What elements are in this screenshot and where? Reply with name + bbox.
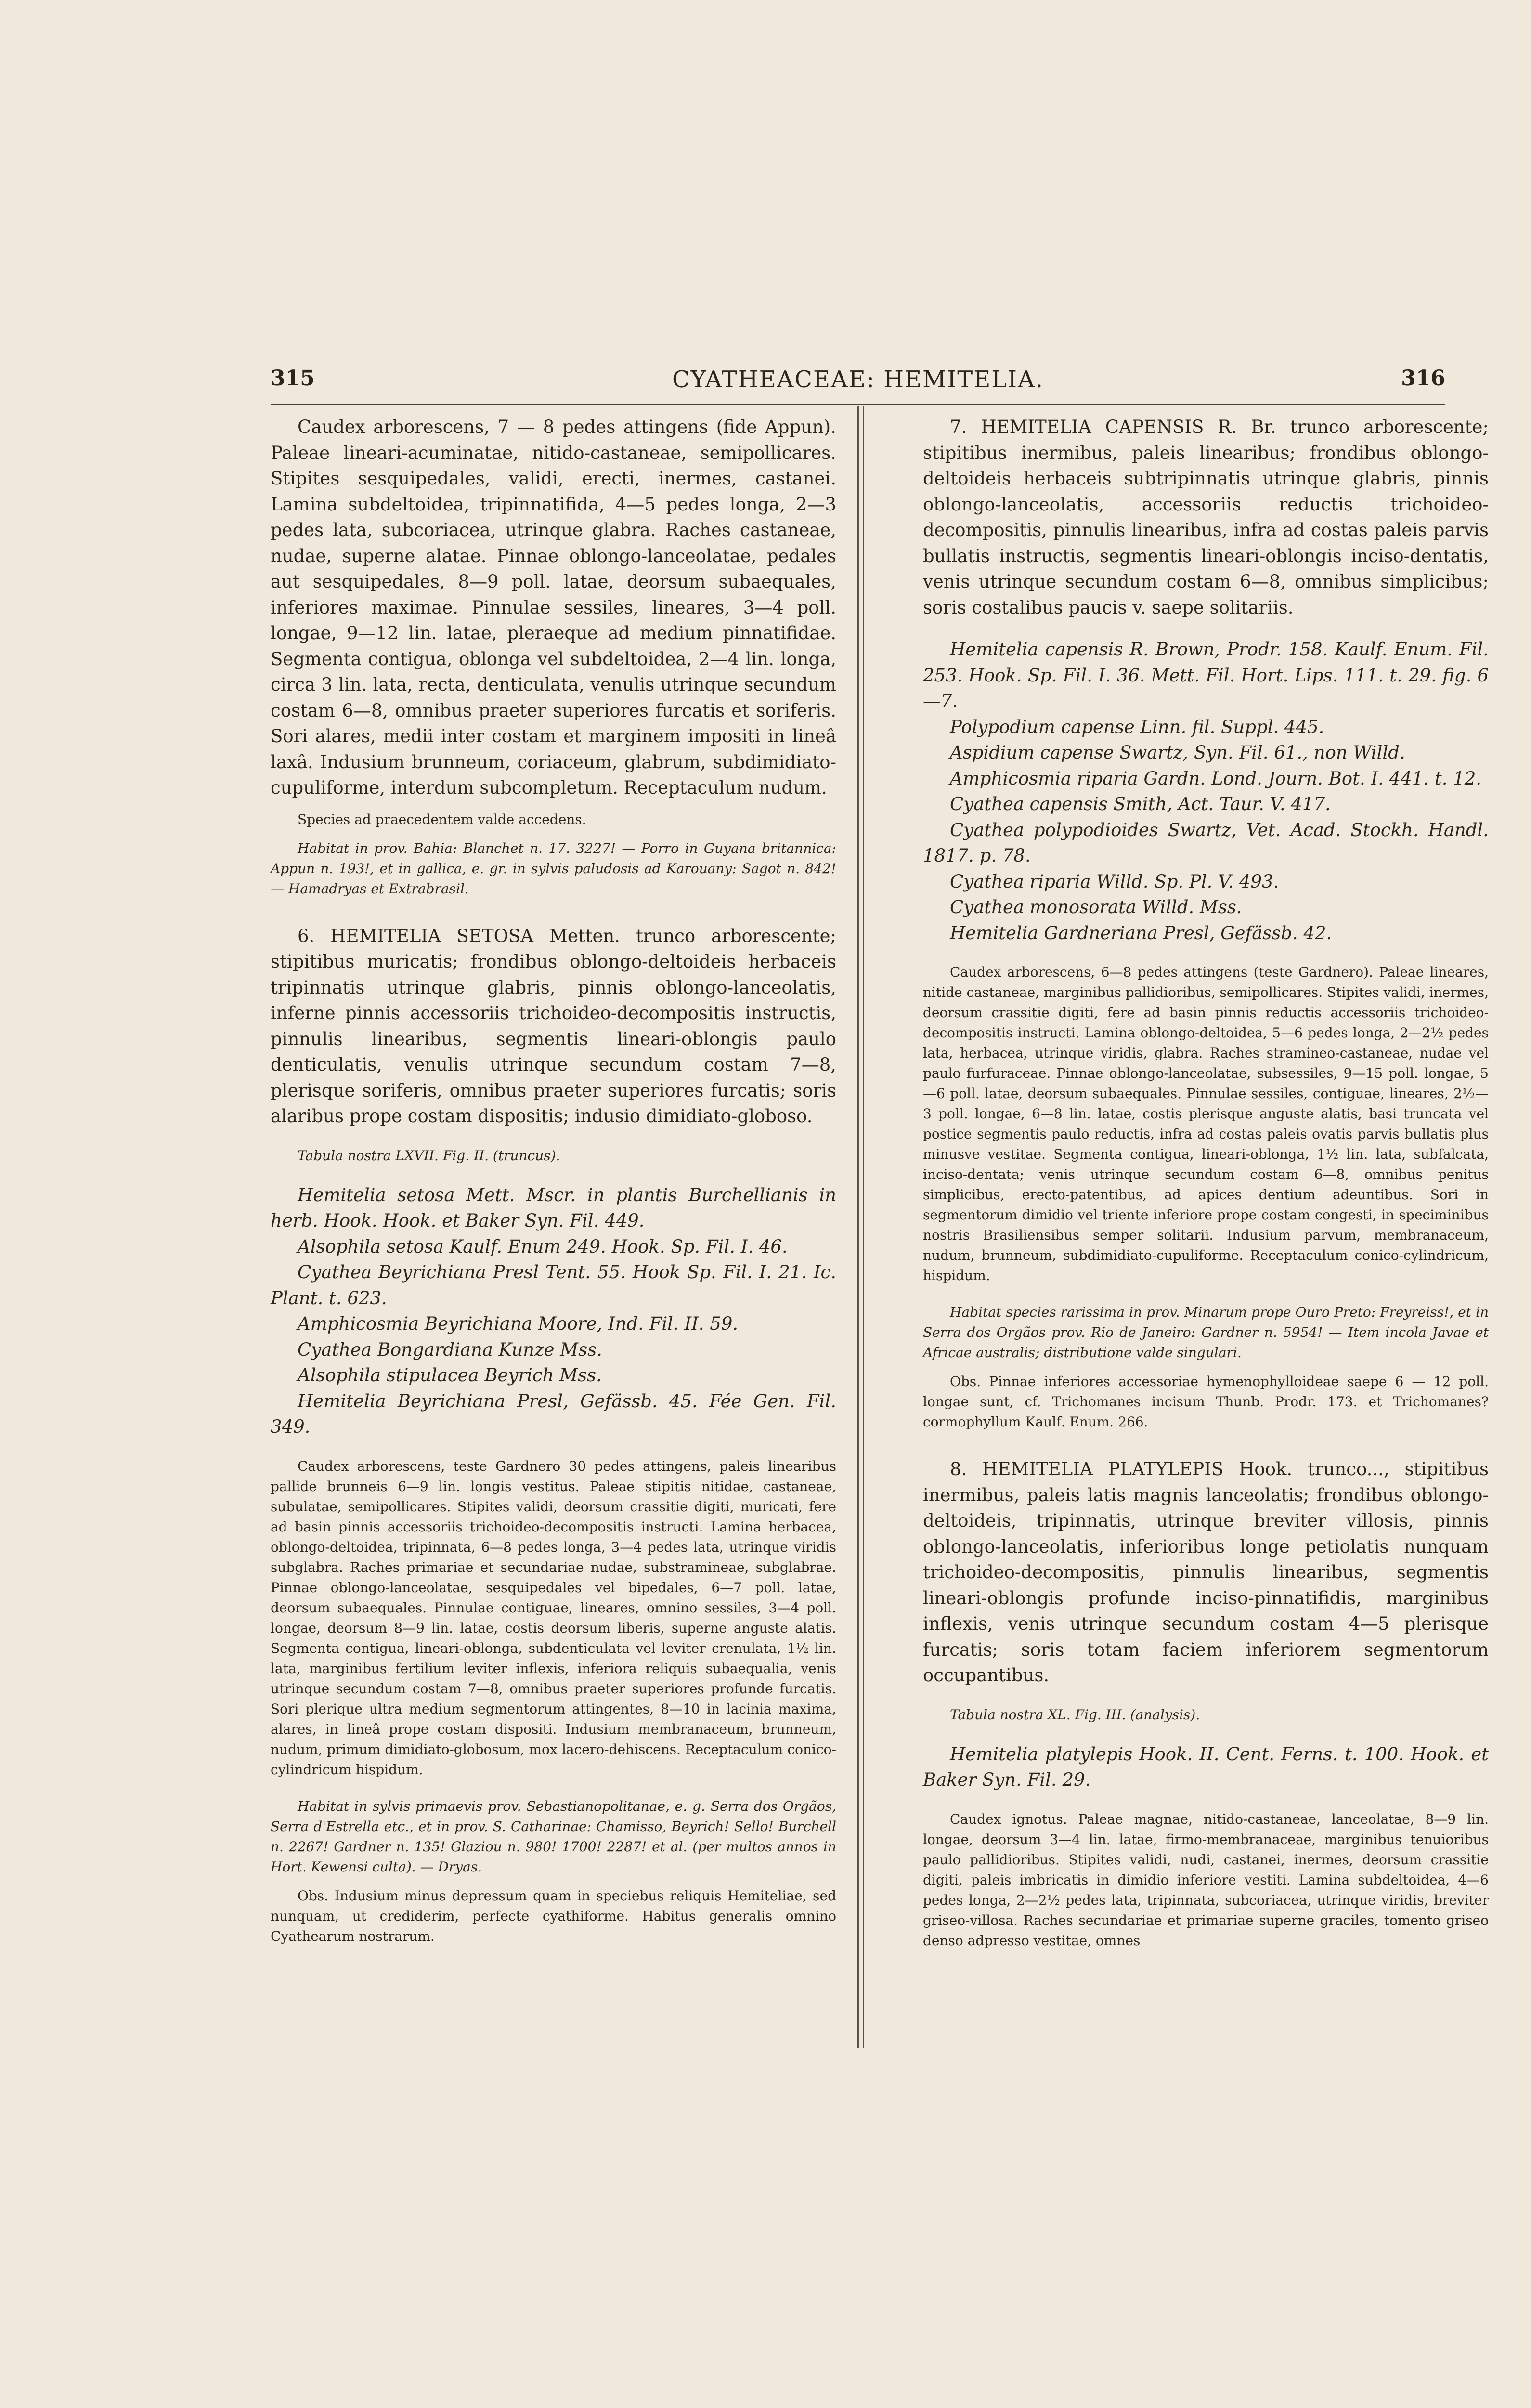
description-species-6: Caudex arborescens, teste Gardnero 30 pedes attingens, paleis linearibus pallide brunneis 6—9 lin. longis vestitus. Paleae stipitis nitidae, castaneae, subulatae, semipollicares. Stipites validi, deorsum crassitie digiti, muricati, fere ad basin pinnis accessoriis trichoideo-decompositis instructi. Lamina herbacea, oblongo-deltoidea, tripinnata, 6—8 pedes longa, 3—4 pedes lata, utrinque viridis subglabra. Raches primariae et secundariae nudae, substramineae, subglabrae. Pinnae oblongo-lanceolatae, sesquipedales vel bipedales, 6—7 poll. latae, deorsum subaequales. Pinnulae contiguae, lineares, omnino sessiles, 3—4 poll. longae, deorsum 8—9 lin. latae, costis deorsum liberis, superne anguste alatis. Segmenta contigua, lineari-oblonga, subdenticulata vel leviter crenulata, 1½ lin. lata, marginibus fertilium leviter inflexis, inferiora reliquis subaequalia, venis utrinque secundum costam 7—8, omnibus praeter superiores profunde furcatis. Sori plerique ultra medium segmentorum attingentes, 8—10 in lacinia maxima, alares, in lineâ prope costam dispositi. Indusium membranaceum, brunneum, nudum, primum dimidiato-globosum, mox lacero-dehiscens. Receptaculum conico-cylindricum hispidum. (271, 1458, 836, 1778)
page-number-right: 316 (1401, 366, 1445, 391)
description-species-5: Caudex arborescens, 7 — 8 pedes attingens (fide Appun). Paleae lineari-acuminatae, nitido-castaneae, semipollicares. Stipites sesquipedales, validi, erecti, inermes, castanei. Lamina subdeltoidea, tripinnatifida, 4—5 pedes longa, 2—3 pedes lata, subcoriacea, utrinque glabra. Raches castaneae, nudae, superne alatae. Pinnae oblongo-lanceolatae, pedales aut sesquipedales, 8—9 poll. latae, deorsum subaequales, inferiores maximae. Pinnulae sessiles, lineares, 3—4 poll. longae, 9—12 lin. latae, pleraeque ad medium pinnatifidae. Segmenta contigua, oblonga vel subdeltoidea, 2—4 lin. longa, circa 3 lin. lata, recta, denticulata, venulis utrinque secundum costam 6—8, omnibus praeter superiores furcatis et soriferis. Sori alares, medii inter costam et marginem impositi in lineâ laxâ. Indusium brunneum, coriaceum, glabrum, subdimidiato-cupuliforme, interdum subcompletum. Receptaculum nudum. (271, 417, 836, 798)
synonym-line: Alsophila stipulacea Beyrich Mss. (298, 1365, 602, 1386)
synonym-line: Aspidium capense Swartz, Syn. Fil. 61., non Willd. (950, 742, 1405, 763)
species-note: Species ad praecedentem valde accedens. (298, 811, 586, 827)
header-rule (271, 404, 1445, 405)
synonym-line: Hemitelia setosa Mett. Mscr. in plantis Burchellianis in herb. Hook. Hook. et Baker Syn. Fil. 449. (271, 1184, 836, 1231)
synonym-line: Hemitelia Gardneriana Presl, Gefässb. 42. (950, 922, 1332, 943)
observation-species-6: Obs. Indusium minus depressum quam in speciebus reliquis Hemiteliae, sed nunquam, ut crediderim, perfecte cyathiforme. Habitus generalis omnino Cyathearum nostrarum. (271, 1887, 836, 1944)
tabula-species-8: Tabula nostra XL. Fig. III. (analysis). (950, 1706, 1200, 1723)
synonym-line: Amphicosmia Beyrichiana Moore, Ind. Fil. II. 59. (298, 1313, 739, 1334)
species-7-heading: 7. HEMITELIA CAPENSIS R. Br. trunco arborescente; stipitibus inermibus, paleis linearibus; frondibus oblongo-deltoideis herbaceis subtripinnatis utrinque glabris, pinnis oblongo-lanceolatis, accessoriis reductis trichoideo-decompositis, pinnulis linearibus, infra ad costas paleis parvis bullatis instructis, segmentis lineari-oblongis inciso-dentatis, venis utrinque secundum costam 6—8, omnibus simplicibus; soris costalibus paucis v. saepe solitariis. (923, 417, 1489, 618)
synonym-line: Hemitelia capensis R. Brown, Prodr. 158. Kaulf. Enum. Fil. 253. Hook. Sp. Fil. I. 36. Mett. Fil. Hort. Lips. 111. t. 29. fig. 6—7. (923, 639, 1489, 711)
habitat-species-5: Habitat in prov. Bahia: Blanchet n. 17. 3227! — Porro in Guyana britannica: Appun n. 193!, et in gallica, e. gr. in sylvis paludosis ad Karouany: Sagot n. 842! — Hamadryas et Extrabrasil. (271, 840, 836, 897)
column-divider (857, 406, 859, 2048)
synonym-line: Cyathea monosorata Willd. Mss. (950, 897, 1242, 917)
synonyms-species-7 (923, 637, 1489, 946)
observation-species-7: Obs. Pinnae inferiores accessoriae hymenophylloideae saepe 6 — 12 poll. longae sunt, cf. Trichomanes incisum Thunb. Prodr. 173. et Trichomanes? cormophyllum Kaulf. Enum. 266. (923, 1374, 1489, 1430)
tabula-species-6: Tabula nostra LXVII. Fig. II. (truncus). (298, 1147, 560, 1164)
column-divider-inner (863, 406, 864, 2048)
synonym-line: Cyathea capensis Smith, Act. Taur. V. 417. (950, 794, 1331, 814)
synonym-line: Polypodium capense Linn. fil. Suppl. 445. (950, 716, 1324, 737)
species-8-heading: 8. HEMITELIA PLATYLEPIS Hook. trunco..., stipitibus inermibus, paleis latis magnis lanceolatis; frondibus oblongo-deltoideis, tripinnatis, utrinque breviter villosis, pinnis oblongo-lanceolatis, inferioribus longe petiolatis nunquam trichoideo-decompositis, pinnulis linearibus, segmentis lineari-oblongis profunde inciso-pinnatifidis, marginibus inflexis, venis utrinque secundum costam 4—5 plerisque furcatis; soris totam faciem inferiorem segmentorum occupantibus. (923, 1459, 1489, 1686)
species-6-heading: 6. HEMITELIA SETOSA Metten. trunco arborescente; stipitibus muricatis; frondibus oblongo-deltoideis herbaceis tripinnatis utrinque glabris, pinnis oblongo-lanceolatis, inferne pinnis accessoriis trichoideo-decompositis instructis, pinnulis linearibus, segmentis lineari-oblongis paulo denticulatis, venulis utrinque secundum costam 7—8, plerisque soriferis, omnibus praeter superiores furcatis; soris alaribus prope costam dispositis; indusio dimidiato-globoso. (271, 925, 836, 1126)
habitat-species-6: Habitat in sylvis primaevis prov. Sebastianopolitanae, e. g. Serra dos Orgãos, Serra d'Estrella etc., et in prov. S. Catharinae: Chamisso, Beyrich! Sello! Burchell n. 2267! Gardner n. 135! Glaziou n. 980! 1700! 2287! et al. (per multos annos in Hort. Kewensi culta). — Dryas. (271, 1798, 836, 1875)
description-species-8: Caudex ignotus. Paleae magnae, nitido-castaneae, lanceolatae, 8—9 lin. longae, deorsum 3—4 lin. latae, firmo-membranaceae, marginibus tenuioribus paulo pallidioribus. Stipites validi, nudi, castanei, inermes, deorsum crassitie digiti, paleis imbricatis in dimidio inferiore vestiti. Lamina subdeltoidea, 4—6 pedes longa, 2—2½ pedes lata, tripinnata, subcoriacea, utrinque viridis, breviter griseo-villosa. Raches secundariae et primariae superne graciles, tomento griseo denso adpresso vestitae, omnes (923, 1811, 1489, 1949)
synonym-line: Cyathea Beyrichiana Presl Tent. 55. Hook Sp. Fil. I. 21. Ic. Plant. t. 623. (271, 1262, 836, 1309)
running-title: CYATHEACEAE: HEMITELIA. (672, 366, 1044, 393)
synonym-line: Hemitelia Beyrichiana Presl, Gefässb. 45. Fée Gen. Fil. 349. (271, 1390, 836, 1437)
synonym-species-8: Hemitelia platylepis Hook. II. Cent. Ferns. t. 100. Hook. et Baker Syn. Fil. 29. (923, 1743, 1489, 1790)
synonym-line: Amphicosmia riparia Gardn. Lond. Journ. Bot. I. 441. t. 12. (950, 768, 1482, 789)
synonym-line: Cyathea riparia Willd. Sp. Pl. V. 493. (950, 871, 1279, 892)
synonyms-species-6 (271, 1182, 836, 1440)
habitat-species-7: Habitat species rarissima in prov. Minarum prope Ouro Preto: Freyreiss!, et in Serra dos Orgãos prov. Rio de Janeiro: Gardner n. 5954! — Item incola Javae et Africae australis; distributione valde singulari. (923, 1304, 1489, 1361)
left-column (271, 414, 836, 1947)
synonym-line: Alsophila setosa Kaulf. Enum 249. Hook. Sp. Fil. I. 46. (298, 1236, 788, 1257)
description-species-7: Caudex arborescens, 6—8 pedes attingens (teste Gardnero). Paleae lineares, nitide castaneae, marginibus pallidioribus, semipollicares. Stipites validi, inermes, deorsum crassitie digiti, fere ad basin pinnis reductis accessoriis trichoideo-decompositis instructi. Lamina oblongo-deltoidea, 5—6 pedes longa, 2—2½ pedes lata, herbacea, utrinque viridis, glabra. Raches stramineo-castaneae, nudae vel paulo furfuraceae. Pinnae oblongo-lanceolatae, subsessiles, 9—15 poll. longae, 5—6 poll. latae, deorsum subaequales. Pinnulae sessiles, contiguae, lineares, 2½—3 poll. longae, 6—8 lin. latae, costis plerisque anguste alatis, basi truncata vel postice segmentis paulo reductis, infra ad costas paleis ovatis parvis bullatis plus minusve vestitae. Segmenta contigua, lineari-oblonga, 1½ lin. lata, subfalcata, inciso-dentata; venis utrinque secundum costam 6—8, omnibus penitus simplicibus, erecto-patentibus, ad apices dentium adeuntibus. Sori in segmentorum dimidio vel triente inferiore prope costam congesti, in speciminibus nostris Brasiliensibus semper solitarii. Indusium parvum, membranaceum, nudum, brunneum, subdimidiato-cupuliforme. Receptaculum conico-cylindricum, hispidum. (923, 964, 1489, 1283)
synonym-line: Cyathea polypodioides Swartz, Vet. Acad. Stockh. Handl. 1817. p. 78. (923, 819, 1489, 866)
page-number-left: 315 (271, 366, 315, 391)
synonym-line: Cyathea Bongardiana Kunze Mss. (298, 1339, 602, 1360)
page-header (271, 366, 1445, 405)
right-column (923, 414, 1489, 1951)
